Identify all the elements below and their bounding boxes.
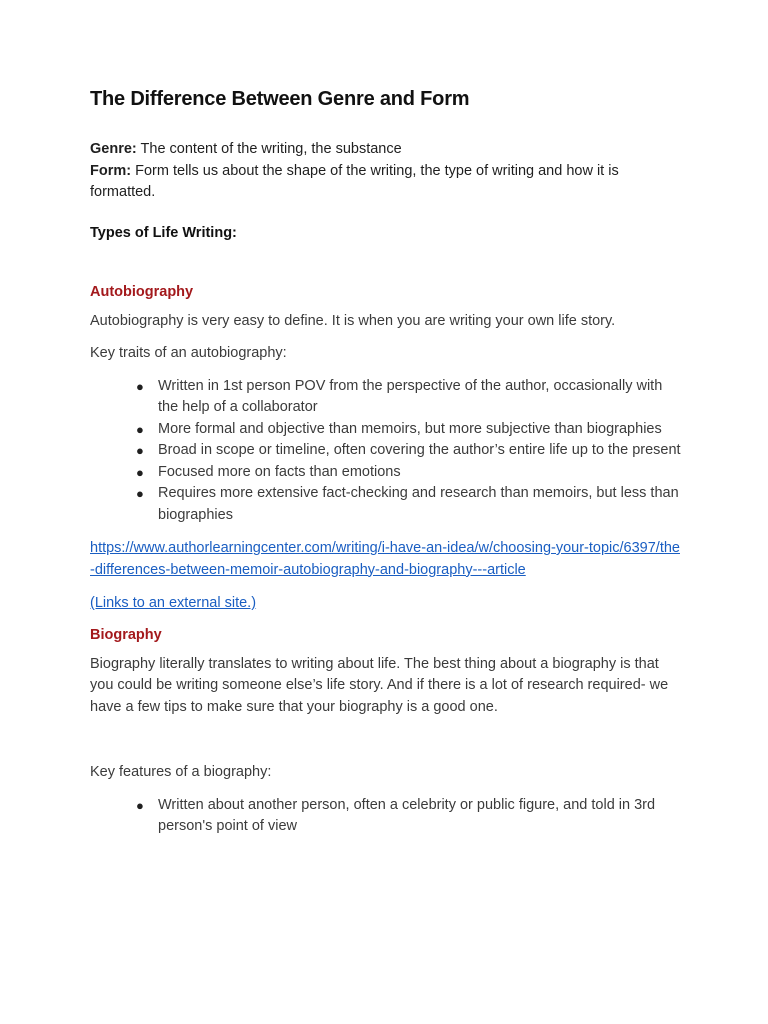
bullet-icon: ● [136, 378, 144, 394]
bullet-icon: ● [136, 421, 144, 437]
list-item [136, 462, 682, 484]
types-heading: Types of Life Writing: [90, 224, 237, 241]
bullet-icon: ● [136, 797, 144, 813]
bullet-icon: ● [136, 443, 144, 458]
page-title: The Difference Between Genre and Form [90, 88, 470, 110]
genre-text: The content of the writing, the substance [136, 141, 402, 157]
list-item [136, 795, 682, 838]
autobiography-heading: Autobiography [90, 283, 194, 300]
trait-text: Written in 1st person POV from the perspective of the author, occasionally with the help of a collaborator [158, 377, 663, 415]
trait-text: Focused more on facts than emotions [158, 463, 401, 480]
genre-definition [90, 139, 682, 161]
form-label: Form: [90, 162, 132, 179]
list-item [136, 376, 682, 419]
biography-features-label: Key features of a biography: [90, 764, 272, 780]
biography-features-list [90, 795, 682, 838]
genre-label: Genre: [90, 141, 137, 157]
external-site-link[interactable]: (Links to an external site.) [90, 595, 257, 611]
biography-heading: Biography [90, 626, 162, 643]
form-definition [90, 161, 682, 204]
form-text: Form tells us about the shape of the writing, the type of writing and how it is formatted. [90, 162, 619, 200]
biography-intro: Biography literally translates to writing about life. The best thing about a biography is that you could be writing someone else’s life story. And if there is a lot of research required- we have a few tips to make sure that your biography is a good one. [90, 655, 669, 715]
document-page [90, 88, 682, 838]
list-item [136, 440, 682, 462]
trait-text: More formal and objective than memoirs, but more subjective than biographies [158, 420, 662, 437]
autobiography-intro: Autobiography is very easy to define. It is when you are writing your own life story. [90, 312, 616, 329]
autobiography-traits-label: Key traits of an autobiography: [90, 345, 287, 361]
article-url-link[interactable]: https://www.authorlearningcenter.com/writing/i-have-an-idea/w/choosing-your-topic/6397/the-differences-between-memoir-autobiography-and-biography---article [90, 540, 680, 578]
list-item [136, 483, 682, 526]
autobiography-traits-list [90, 376, 682, 527]
trait-text: Broad in scope or timeline, often covering the author’s entire life up to the present [158, 442, 681, 458]
list-item [136, 419, 682, 441]
trait-text: Requires more extensive fact-checking and research than memoirs, but less than biographies [158, 485, 679, 523]
bullet-icon: ● [136, 464, 144, 480]
feature-text: Written about another person, often a celebrity or public figure, and told in 3rd person's point of view [158, 796, 656, 834]
bullet-icon: ● [136, 486, 144, 501]
